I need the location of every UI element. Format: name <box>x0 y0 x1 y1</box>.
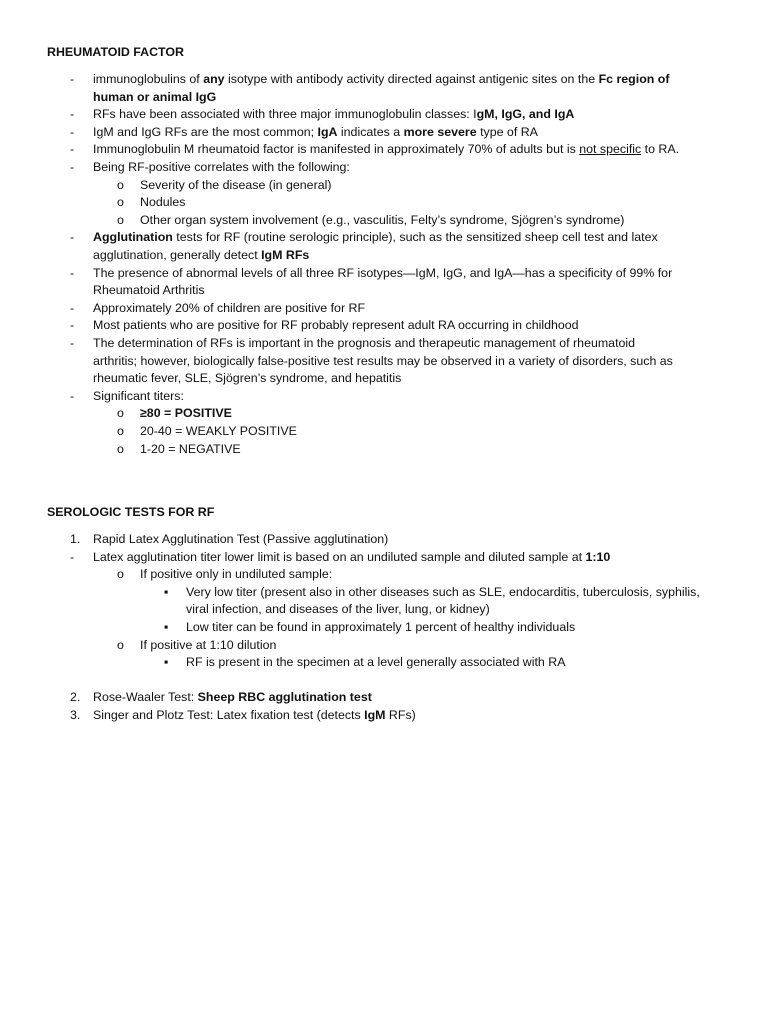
circle-bullet: o <box>117 212 124 227</box>
list-item-text <box>140 177 331 195</box>
text-run: type of RA <box>476 124 538 139</box>
text-run: Fc region of <box>598 72 670 86</box>
text-run: agglutination, generally detect <box>93 248 262 262</box>
list-item-text <box>140 423 297 441</box>
text-run: viral infection, and diseases of the liver, lung, or kidney) <box>186 602 490 617</box>
list-item-text <box>93 317 579 335</box>
dash-bullet: - <box>70 549 75 564</box>
text-run: more severe <box>403 124 477 139</box>
list-item-text <box>140 566 332 584</box>
circle-bullet: o <box>117 406 124 421</box>
text-run: tests for RF (routine serologic principle), such as the sensitized sheep cell test and latex <box>172 230 658 245</box>
list-item-text <box>93 335 635 353</box>
dash-bullet: - <box>70 160 75 174</box>
list-item-text <box>93 549 610 567</box>
list-item-text <box>93 71 669 89</box>
list-item-text <box>93 106 574 124</box>
list-item-text <box>93 89 216 107</box>
text-run: Being RF-positive correlates with the following: <box>93 160 350 174</box>
text-run: Significant titers: <box>93 388 184 403</box>
text-run: Rheumatoid Arthritis <box>93 283 205 298</box>
text-run: RFs) <box>385 708 416 722</box>
text-run: immunoglobulins of <box>93 72 204 86</box>
text-run: Very low titer (present also in other diseases such as SLE, endocarditis, tuberculosis, syphilis, <box>186 584 700 599</box>
list-item-text <box>140 194 185 212</box>
text-run: any <box>203 72 225 86</box>
list-item-text <box>93 370 401 388</box>
circle-bullet: o <box>117 441 124 456</box>
circle-bullet: o <box>117 567 124 582</box>
text-run: 1:10 <box>585 549 611 564</box>
list-item-text <box>93 229 658 247</box>
numbered-marker: 1. <box>70 532 81 546</box>
circle-bullet: o <box>117 424 124 438</box>
text-run: ≥80 = POSITIVE <box>140 406 232 421</box>
list-item-text <box>93 689 372 707</box>
dash-bullet: - <box>70 230 75 245</box>
text-run: RFs have been associated with three major immunoglobulin classes: I <box>93 107 477 122</box>
numbered-marker: 2. <box>70 690 81 705</box>
list-item-text <box>93 300 365 318</box>
list-item-text <box>140 405 232 423</box>
text-run: Other organ system involvement (e.g., vasculitis, Felty’s syndrome, Sjögren’s syndrome) <box>140 212 625 227</box>
square-bullet: ▪ <box>164 655 169 670</box>
list-item-text <box>186 584 700 602</box>
list-item-text <box>140 637 276 655</box>
text-run: Most patients who are positive for RF probably represent adult RA occurring in childhood <box>93 318 579 333</box>
list-item-text <box>93 388 184 406</box>
list-item-text <box>93 141 679 159</box>
section-heading-rheumatoid-factor: RHEUMATOID FACTOR <box>47 45 184 59</box>
text-run: The presence of abnormal levels of all three RF isotypes—IgM, IgG, and IgA—has a specificity of 99% for <box>93 265 673 280</box>
text-run: IgM RFs <box>261 248 310 262</box>
text-run: If positive only in undiluted sample: <box>140 567 333 582</box>
text-run: Low titer can be found in approximately 1 percent of healthy individuals <box>186 620 576 634</box>
text-run: Singer and Plotz Test: Latex fixation test (detects <box>93 708 365 722</box>
list-item-text <box>186 619 575 637</box>
dash-bullet: - <box>70 124 75 139</box>
circle-bullet: o <box>117 195 124 210</box>
list-item-text <box>93 159 350 177</box>
list-item-text <box>186 601 490 619</box>
text-run: The determination of RFs is important in the prognosis and therapeutic management of rheumatoid <box>93 336 636 350</box>
text-run: Latex agglutination titer lower limit is based on an undiluted sample and diluted sample at <box>93 549 586 564</box>
square-bullet: ▪ <box>164 584 169 599</box>
list-item-text <box>140 441 241 459</box>
dash-bullet: - <box>70 318 75 333</box>
dash-bullet: - <box>70 300 75 315</box>
circle-bullet: o <box>117 177 124 192</box>
text-run: IgA <box>317 124 338 139</box>
list-item-text <box>93 124 538 142</box>
list-item-text <box>93 353 673 371</box>
list-item-text <box>140 212 624 230</box>
dash-bullet: - <box>70 388 75 403</box>
list-item-text <box>93 531 388 549</box>
text-run: Approximately 20% of children are positive for RF <box>93 300 366 315</box>
text-run: not specific <box>579 142 642 157</box>
text-run: RF is present in the specimen at a level generally associated with RA <box>186 655 566 670</box>
text-run: Immunoglobulin M rheumatoid factor is manifested in approximately 70% of adults but is <box>93 142 580 157</box>
text-run: Severity of the disease (in general) <box>140 177 332 192</box>
circle-bullet: o <box>117 637 124 652</box>
text-run: human or animal IgG <box>93 89 217 104</box>
list-item-text <box>93 707 416 725</box>
text-run: isotype with antibody activity directed against antigenic sites on the <box>224 72 599 86</box>
text-run: Agglutination <box>93 230 173 245</box>
dash-bullet: - <box>70 336 75 350</box>
text-run: Nodules <box>140 195 186 210</box>
list-item-text <box>93 265 672 283</box>
text-run: 20-40 = WEAKLY POSITIVE <box>140 424 297 438</box>
text-run: IgM and IgG RFs are the most common; <box>93 124 318 139</box>
text-run: indicates a <box>337 124 404 139</box>
numbered-marker: 3. <box>70 708 81 722</box>
text-run: IgM <box>364 708 386 722</box>
dash-bullet: - <box>70 107 75 122</box>
text-run: rheumatic fever, SLE, Sjögren’s syndrome, and hepatitis <box>93 371 402 386</box>
list-item-text <box>186 654 565 672</box>
text-run: Rose-Waaler Test: <box>93 690 198 705</box>
text-run: to RA. <box>641 142 680 157</box>
dash-bullet: - <box>70 265 75 280</box>
list-item-text <box>93 282 205 300</box>
list-item-text <box>93 247 309 265</box>
text-run: arthritis; however, biologically false-positive test results may be observed in a variety of disorders, such as <box>93 353 673 368</box>
text-run: If positive at 1:10 dilution <box>140 637 277 652</box>
dash-bullet: - <box>70 72 75 86</box>
text-run: 1-20 = NEGATIVE <box>140 441 241 456</box>
text-run: Rapid Latex Agglutination Test (Passive agglutination) <box>93 532 389 546</box>
section-heading-serologic-tests: SEROLOGIC TESTS FOR RF <box>47 505 215 519</box>
square-bullet: ▪ <box>164 620 169 634</box>
dash-bullet: - <box>70 142 75 157</box>
text-run: gM, IgG, and IgA <box>476 107 575 122</box>
text-run: Sheep RBC agglutination test <box>197 690 372 705</box>
